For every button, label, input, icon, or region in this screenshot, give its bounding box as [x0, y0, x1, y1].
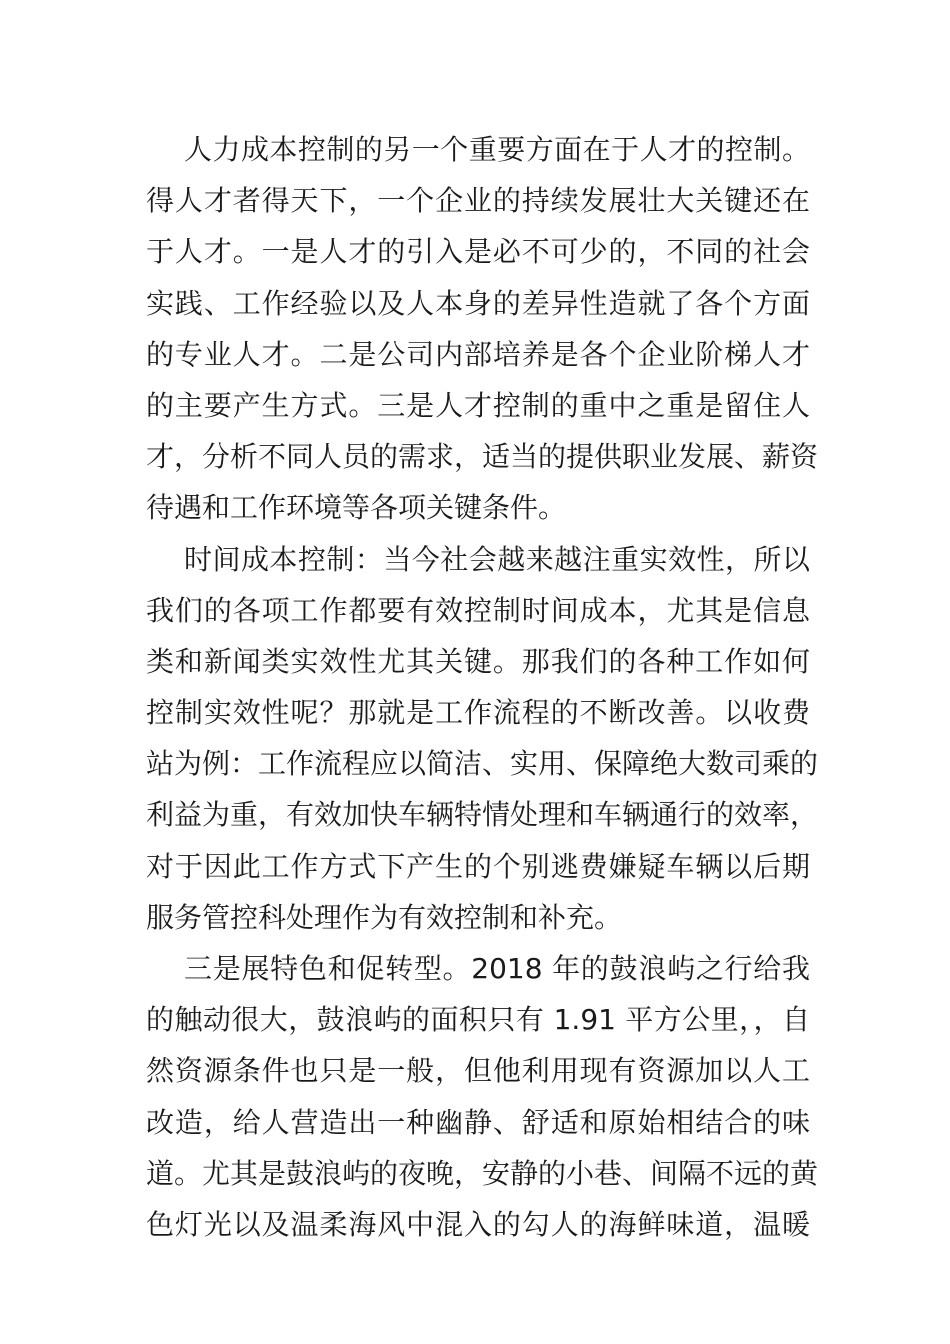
text-line: 类和新闻类实效性尤其关键。那我们的各种工作如何 — [146, 644, 810, 678]
text-line: 的主要产生方式。三是人才控制的重中之重是留住人 — [146, 388, 810, 422]
text-line: 道。尤其是鼓浪屿的夜晚，安静的小巷、间隔不远的黄 — [146, 1156, 819, 1190]
text-line: 改造，给人营造出一种幽静、舒适和原始相结合的味 — [146, 1105, 810, 1139]
text-line: 服务管控科处理作为有效控制和补充。 — [146, 900, 623, 934]
text-line: 得人才者得天下，一个企业的持续发展壮大关键还在 — [146, 184, 810, 218]
text-line: 我们的各项工作都要有效控制时间成本，尤其是信息 — [146, 593, 810, 627]
text-line: 然资源条件也只是一般，但他利用现有资源加以人工 — [146, 1054, 810, 1088]
paragraph-labor-cost — [146, 124, 819, 534]
text-line: 人力成本控制的另一个重要方面在于人才的控制。 — [184, 133, 810, 166]
text-line: 才，分析不同人员的需求，适当的提供职业发展、薪资 — [146, 440, 819, 474]
body-text — [146, 124, 819, 1250]
paragraph-time-cost — [146, 534, 819, 944]
text-line: 控制实效性呢？那就是工作流程的不断改善。以收费 — [146, 696, 810, 730]
text-line: 于人才。一是人才的引入是必不可少的，不同的社会 — [146, 235, 810, 269]
text-line: 的专业人才。二是公司内部培养是各个企业阶梯人才 — [146, 337, 810, 371]
text-line: 待遇和工作环境等各项关键条件。 — [146, 491, 567, 525]
text-line: 的触动很大，鼓浪屿的面积只有 1.91 平方公里，，自 — [146, 1003, 810, 1037]
text-line: 时间成本控制：当今社会越来越注重实效性，所以 — [184, 542, 810, 576]
text-line: 三是展特色和促转型。2018 年的鼓浪屿之行给我 — [184, 952, 810, 985]
text-line: 色灯光以及温柔海风中混入的勾人的海鲜味道，温暖 — [146, 1207, 810, 1241]
text-line: 站为例：工作流程应以简洁、实用、保障绝大数司乘的 — [146, 747, 819, 781]
paragraph-transformation — [146, 943, 819, 1250]
text-line: 对于因此工作方式下产生的个别逃费嫌疑车辆以后期 — [146, 849, 810, 883]
text-line: 利益为重，有效加快车辆特情处理和车辆通行的效率， — [146, 798, 819, 832]
text-line: 实践、工作经验以及人本身的差异性造就了各个方面 — [146, 286, 810, 320]
